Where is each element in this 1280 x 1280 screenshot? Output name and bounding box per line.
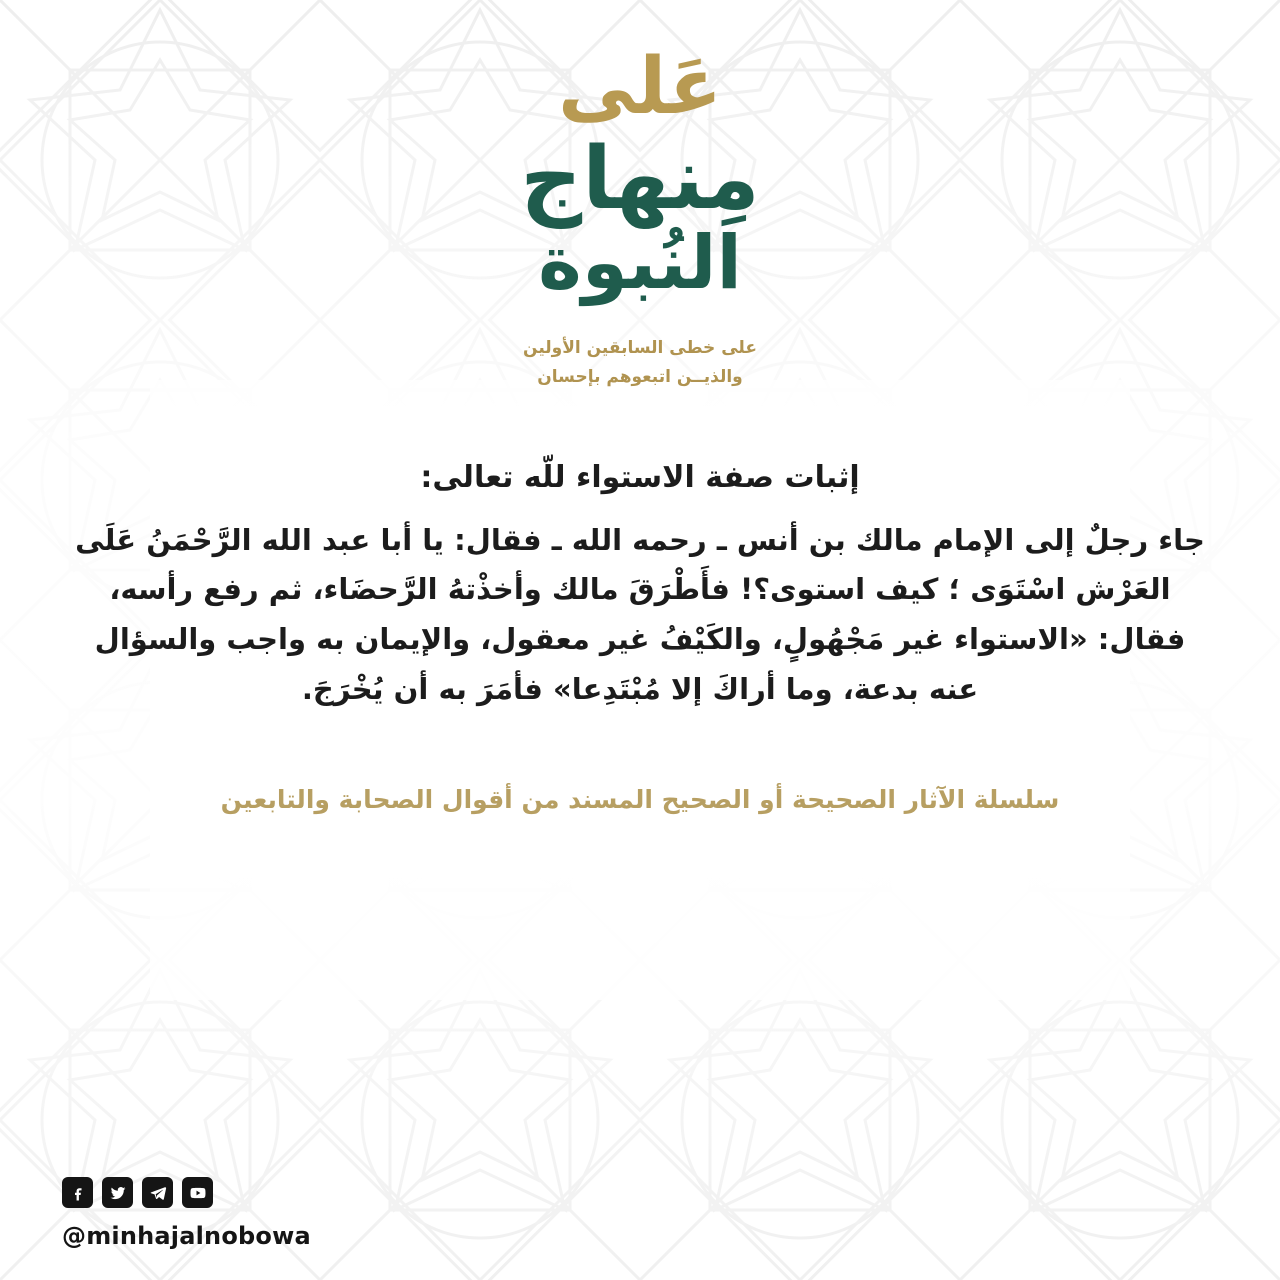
- article-block: [70, 455, 1210, 814]
- article-body: جاء رجلٌ إلى الإمام مالك بن أنس ـ رحمه الله ـ فقال: يا أبا عبد الله الرَّحْمَنُ عَلَى العَرْش اسْتَوَى ؛ كيف استوى؟! فأَطْرَقَ مالك وأخذْتهُ الرَّحضَاء، ثم رفع رأسه، فقال: «الاستواء غير مَجْهُولٍ، والكَيْفُ غير معقول، والإيمان به واجب والسؤال عنه بدعة، وما أراكَ إلا مُبْتَدِعا» فأمَرَ به أن يُخْرَجَ.: [75, 522, 1205, 707]
- logo-tagline: [0, 334, 1280, 392]
- logo-word-ala: عَلى: [557, 42, 723, 132]
- logo-word-minhaj: مِنهاج: [520, 129, 760, 229]
- article-source: سلسلة الآثار الصحيحة أو الصحيح المسند من أقوال الصحابة والتابعين: [220, 785, 1060, 814]
- telegram-icon[interactable]: [142, 1177, 173, 1208]
- social-links: [62, 1177, 311, 1208]
- brand-logo: [0, 30, 1280, 392]
- logo-word-nubuwwa: النُبوة: [538, 220, 742, 306]
- footer: [62, 1177, 311, 1250]
- account-handle[interactable]: @minhajalnobowa: [62, 1222, 311, 1250]
- logo-calligraphy: [510, 30, 770, 320]
- youtube-icon[interactable]: [182, 1177, 213, 1208]
- article-headline: إثبات صفة الاستواء للّه تعالى:: [420, 460, 860, 495]
- logo-tagline-line-2: والذيــن اتبعوهم بإحسان: [537, 366, 743, 387]
- logo-tagline-line-1: على خطى السابقين الأولين: [523, 338, 757, 358]
- facebook-icon[interactable]: [62, 1177, 93, 1208]
- twitter-icon[interactable]: [102, 1177, 133, 1208]
